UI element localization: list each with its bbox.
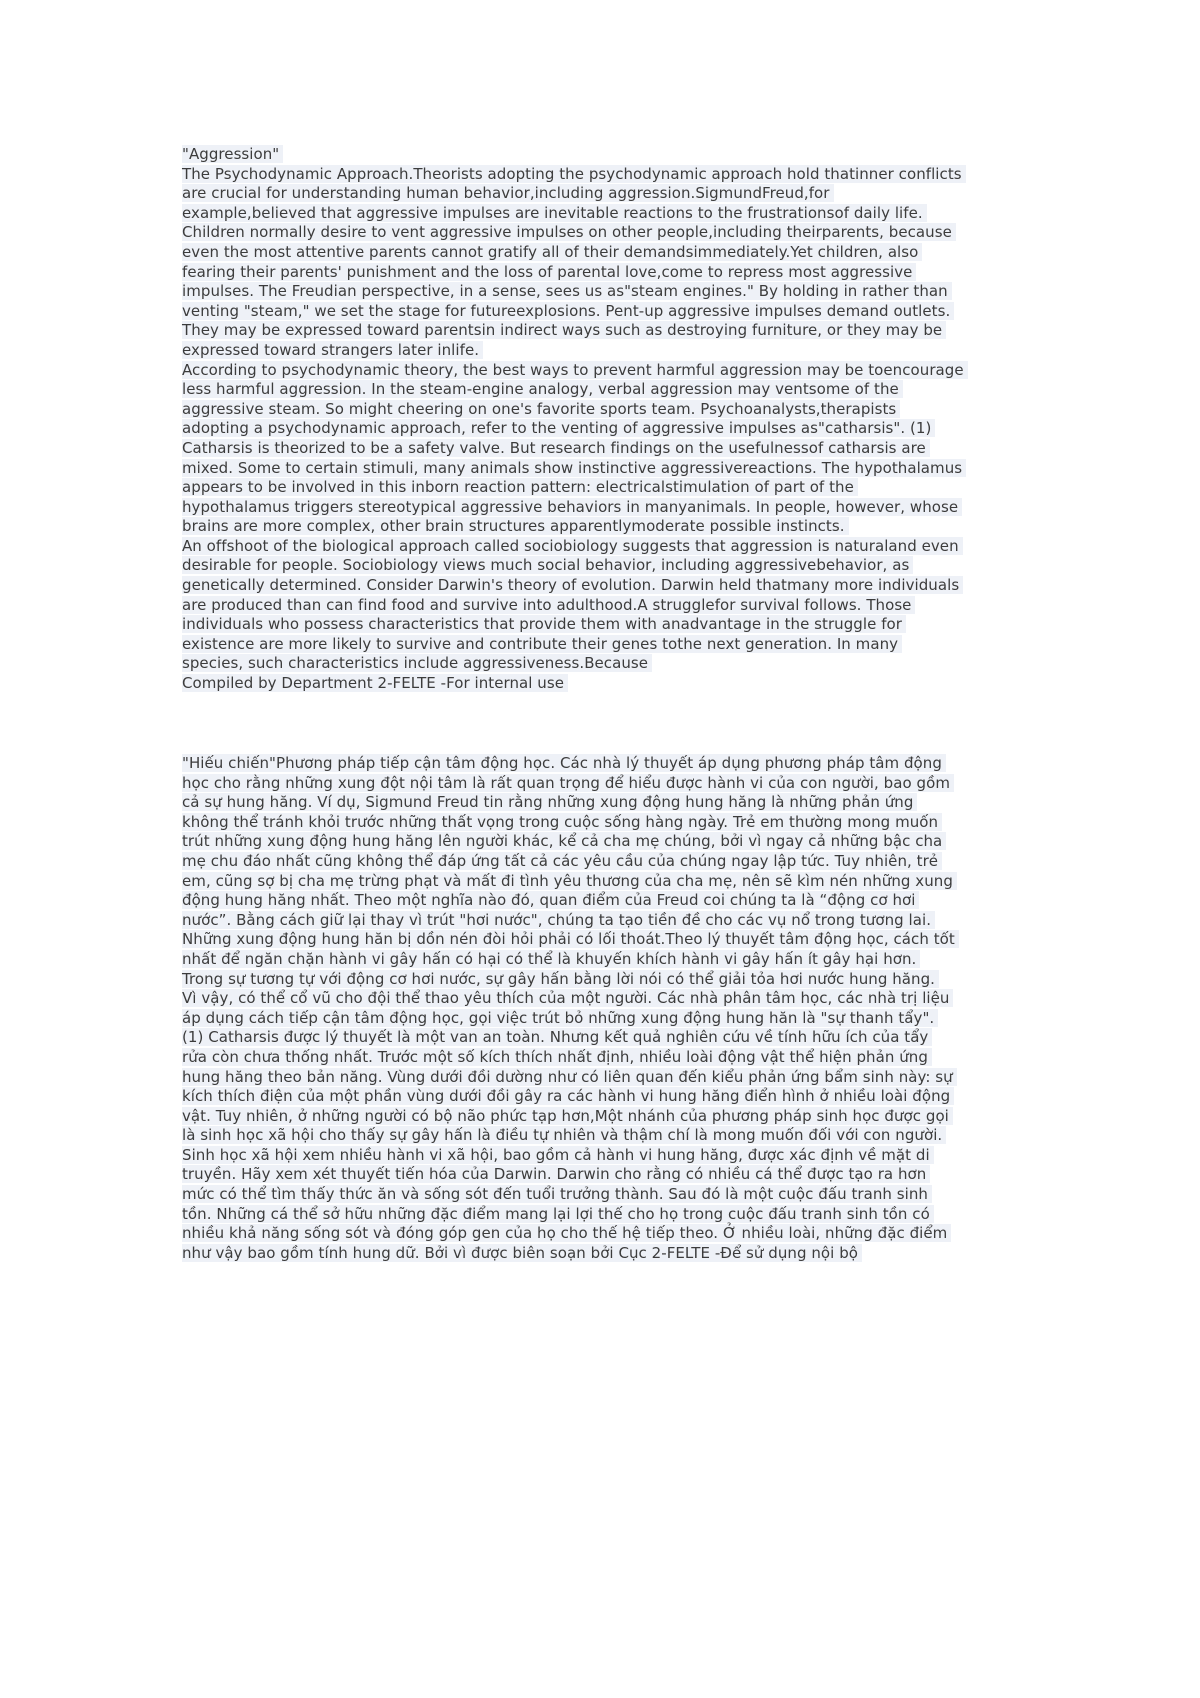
text-line: existence are more likely to survive and contribute their genes tothe next generation. In many bbox=[182, 635, 1032, 655]
text-line: fearing their parents' punishment and the loss of parental love,come to repress most aggressive bbox=[182, 263, 1032, 283]
text-line: (1) Catharsis được lý thuyết là một van an toàn. Nhưng kết quả nghiên cứu về tính hữu ích của tẩy bbox=[182, 1028, 1032, 1048]
text-line: desirable for people. Sociobiology views much social behavior, including aggressivebehavior, as bbox=[182, 556, 1032, 576]
text-line: Catharsis is theorized to be a safety valve. But research findings on the usefulnessof catharsis are bbox=[182, 439, 1032, 459]
text-line: "Aggression" bbox=[182, 145, 1032, 165]
text-line: Những xung động hung hăn bị dồn nén đòi hỏi phải có lối thoát.Theo lý thuyết tâm động học, cách tốt bbox=[182, 930, 1032, 950]
text-line: impulses. The Freudian perspective, in a sense, sees us as"steam engines." By holding in rather than bbox=[182, 282, 1032, 302]
text-line: em, cũng sợ bị cha mẹ trừng phạt và mất đi tình yêu thương của cha mẹ, nên sẽ kìm nén những xung bbox=[182, 872, 1032, 892]
text-line: vật. Tuy nhiên, ở những người có bộ não phức tạp hơn,Một nhánh của phương pháp sinh học được gọi bbox=[182, 1107, 1032, 1127]
text-line: brains are more complex, other brain structures apparentlymoderate possible instincts. bbox=[182, 517, 1032, 537]
text-line: nhất để ngăn chặn hành vi gây hấn có hại có thể là khuyến khích hành vi gây hấn ít gây hại hơn. bbox=[182, 950, 1032, 970]
text-line: trút những xung động hung hăng lên người khác, kể cả cha mẹ chúng, bởi vì ngay cả những bậc cha bbox=[182, 832, 1032, 852]
text-line: even the most attentive parents cannot gratify all of their demandsimmediately.Yet children, also bbox=[182, 243, 1032, 263]
text-line: expressed toward strangers later inlife. bbox=[182, 341, 1032, 361]
text-line: hung hăng theo bản năng. Vùng dưới đồi dường như có liên quan đến kiểu phản ứng bẩm sinh này: sự bbox=[182, 1068, 1032, 1088]
text-line: kích thích điện của một phần vùng dưới đồi gây ra các hành vi hung hăng điển hình ở nhiều loài động bbox=[182, 1087, 1032, 1107]
text-line: hypothalamus triggers stereotypical aggressive behaviors in manyanimals. In people, however, whose bbox=[182, 498, 1032, 518]
text-line: Trong sự tương tự với động cơ hơi nước, sự gây hấn bằng lời nói có thể giải tỏa hơi nước hung hăng. bbox=[182, 970, 1032, 990]
text-line: genetically determined. Consider Darwin's theory of evolution. Darwin held thatmany more individuals bbox=[182, 576, 1032, 596]
text-line: Compiled by Department 2-FELTE -For internal use bbox=[182, 674, 1032, 694]
text-line: The Psychodynamic Approach.Theorists adopting the psychodynamic approach hold thatinner conflicts bbox=[182, 165, 1032, 185]
text-line: appears to be involved in this inborn reaction pattern: electricalstimulation of part of the bbox=[182, 478, 1032, 498]
text-line: species, such characteristics include aggressiveness.Because bbox=[182, 654, 1032, 674]
text-line: An offshoot of the biological approach called sociobiology suggests that aggression is naturaland even bbox=[182, 537, 1032, 557]
text-line: động hung hăng nhất. Theo một nghĩa nào đó, quan điểm của Freud coi chúng ta là “động cơ hơi bbox=[182, 891, 1032, 911]
text-line: truyền. Hãy xem xét thuyết tiến hóa của Darwin. Darwin cho rằng có nhiều cá thể được tạo ra hơn bbox=[182, 1165, 1032, 1185]
text-line: are crucial for understanding human behavior,including aggression.SigmundFreud,for bbox=[182, 184, 1032, 204]
text-line: mẹ chu đáo nhất cũng không thể đáp ứng tất cả các yêu cầu của chúng ngay lập tức. Tuy nhiên, trẻ bbox=[182, 852, 1032, 872]
text-line: example,believed that aggressive impulses are inevitable reactions to the frustrationsof daily life. bbox=[182, 204, 1032, 224]
english-text-block bbox=[182, 145, 1032, 694]
text-line: rửa còn chưa thống nhất. Trước một số kích thích nhất định, nhiều loài động vật thể hiện phản ứng bbox=[182, 1048, 1032, 1068]
text-line: venting "steam," we set the stage for futureexplosions. Pent-up aggressive impulses demand outlets. bbox=[182, 302, 1032, 322]
text-line: adopting a psychodynamic approach, refer to the venting of aggressive impulses as"catharsis". (1) bbox=[182, 419, 1032, 439]
text-line: According to psychodynamic theory, the best ways to prevent harmful aggression may be toencourage bbox=[182, 361, 1032, 381]
text-line: học cho rằng những xung đột nội tâm là rất quan trọng để hiểu được hành vi của con người, bao gồm bbox=[182, 774, 1032, 794]
text-line: "Hiếu chiến"Phương pháp tiếp cận tâm động học. Các nhà lý thuyết áp dụng phương pháp tâm động bbox=[182, 754, 1032, 774]
text-line: aggressive steam. So might cheering on one's favorite sports team. Psychoanalysts,therapists bbox=[182, 400, 1032, 420]
text-line: are produced than can find food and survive into adulthood.A strugglefor survival follows. Those bbox=[182, 596, 1032, 616]
text-line: như vậy bao gồm tính hung dữ. Bởi vì được biên soạn bởi Cục 2-FELTE -Để sử dụng nội bộ bbox=[182, 1244, 1032, 1264]
text-line: không thể tránh khỏi trước những thất vọng trong cuộc sống hàng ngày. Trẻ em thường mong muốn bbox=[182, 813, 1032, 833]
text-line: là sinh học xã hội cho thấy sự gây hấn là điều tự nhiên và thậm chí là mong muốn đối với con người. bbox=[182, 1126, 1032, 1146]
text-line: nước”. Bằng cách giữ lại thay vì trút "hơi nước", chúng ta tạo tiền đề cho các vụ nổ trong tương lai. bbox=[182, 911, 1032, 931]
text-line: Children normally desire to vent aggressive impulses on other people,including theirparents, because bbox=[182, 223, 1032, 243]
text-line: nhiều khả năng sống sót và đóng góp gen của họ cho thế hệ tiếp theo. Ở nhiều loài, những đặc điểm bbox=[182, 1224, 1032, 1244]
text-line: áp dụng cách tiếp cận tâm động học, gọi việc trút bỏ những xung động hung hăn là "sự thanh tẩy". bbox=[182, 1009, 1032, 1029]
text-line: Sinh học xã hội xem nhiều hành vi xã hội, bao gồm cả hành vi hung hăng, được xác định về mặt di bbox=[182, 1146, 1032, 1166]
text-line: mức có thể tìm thấy thức ăn và sống sót đến tuổi trưởng thành. Sau đó là một cuộc đấu tranh sinh bbox=[182, 1185, 1032, 1205]
vietnamese-text-block bbox=[182, 754, 1032, 1263]
text-line: less harmful aggression. In the steam-engine analogy, verbal aggression may ventsome of the bbox=[182, 380, 1032, 400]
text-line: They may be expressed toward parentsin indirect ways such as destroying furniture, or they may be bbox=[182, 321, 1032, 341]
text-line: cả sự hung hăng. Ví dụ, Sigmund Freud tin rằng những xung động hung hăng là những phản ứng bbox=[182, 793, 1032, 813]
text-line: individuals who possess characteristics that provide them with anadvantage in the struggle for bbox=[182, 615, 1032, 635]
text-line: mixed. Some to certain stimuli, many animals show instinctive aggressivereactions. The hypothalamus bbox=[182, 459, 1032, 479]
text-line: Vì vậy, có thể cổ vũ cho đội thể thao yêu thích của một người. Các nhà phân tâm học, các nhà trị liệu bbox=[182, 989, 1032, 1009]
text-line: tồn. Những cá thể sở hữu những đặc điểm mang lại lợi thế cho họ trong cuộc đấu tranh sinh tồn có bbox=[182, 1205, 1032, 1225]
